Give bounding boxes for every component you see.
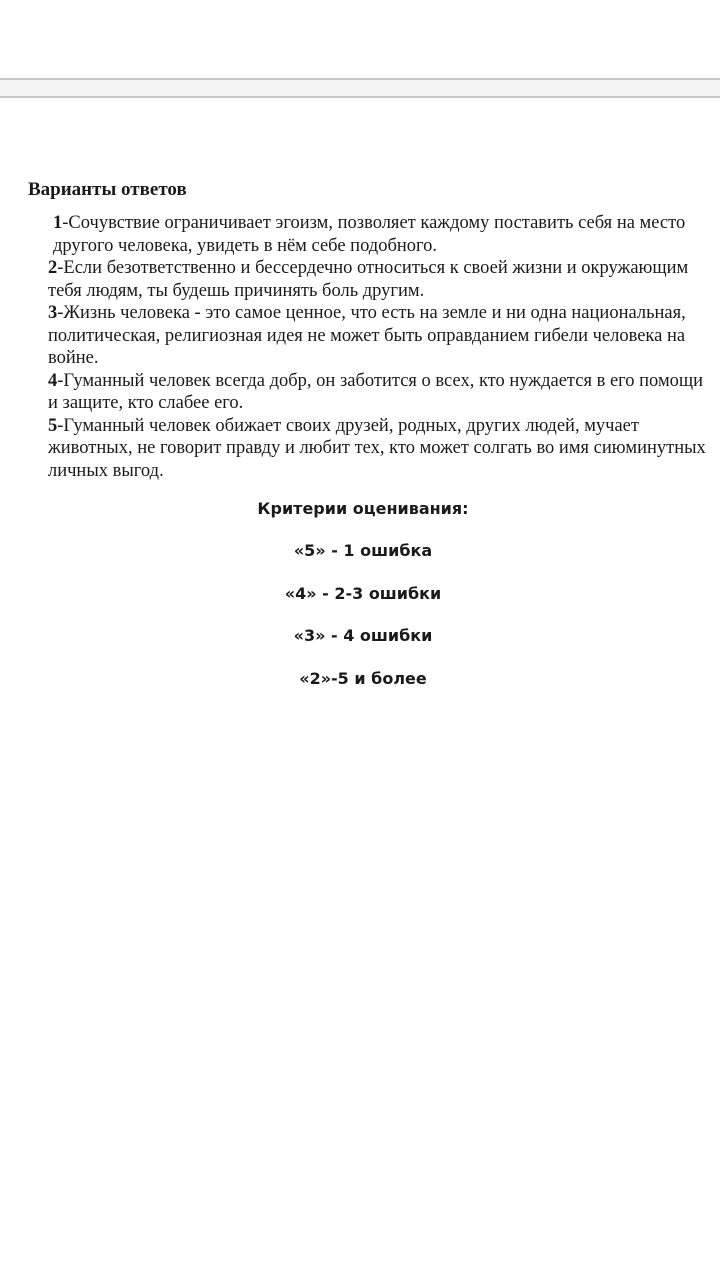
answer-item bbox=[48, 257, 708, 302]
answers-list bbox=[48, 212, 708, 482]
top-divider-band bbox=[0, 78, 720, 98]
answer-number: 2 bbox=[48, 258, 58, 278]
answer-text: Гуманный человек обижает своих друзей, родных, других людей, мучает животных, не говорит правду и любит тех, кто может солгать во имя сиюминутных личных выгод. bbox=[48, 415, 706, 481]
answer-number: 4 bbox=[48, 370, 58, 391]
criteria-title: Критерии оценивания: bbox=[257, 499, 469, 518]
answer-text: Сочувствие ограничивает эгоизм, позволяет каждому поставить себя на место другого человека, увидеть в нём себе подобного. bbox=[53, 213, 686, 256]
criteria-row-grade-2: «2»-5 и более bbox=[299, 668, 427, 688]
answers-heading: Варианты ответов bbox=[28, 179, 187, 200]
answer-text: Если безответственно и бессердечно относиться к своей жизни и окружающим тебя людям, ты будешь причинять боль другим. bbox=[48, 258, 689, 301]
answer-separator: - bbox=[57, 415, 64, 436]
answer-item bbox=[48, 415, 708, 483]
answer-text: Гуманный человек всегда добр, он заботится о всех, кто нуждается в его помощи и защите, кто слабее его. bbox=[48, 370, 704, 413]
answer-item bbox=[48, 370, 708, 415]
criteria-row-grade-3: «3» - 4 ошибки bbox=[293, 626, 433, 645]
answer-number: 1 bbox=[53, 213, 63, 233]
answer-separator: - bbox=[62, 213, 69, 233]
answer-item bbox=[48, 302, 708, 370]
answer-item bbox=[48, 212, 708, 257]
criteria-row-grade-5: «5» - 1 ошибка bbox=[293, 541, 433, 560]
answer-separator: - bbox=[57, 370, 64, 391]
answer-separator: - bbox=[57, 303, 64, 323]
answer-number: 3 bbox=[48, 303, 58, 323]
answer-number: 5 bbox=[48, 415, 58, 436]
answer-text: Жизнь человека - это самое ценное, что есть на земле и ни одна национальная, политическая, религиозная идея не может быть оправданием гибели человека на войне. bbox=[48, 303, 686, 368]
grading-criteria bbox=[0, 496, 720, 708]
criteria-row-grade-4: «4» - 2-3 ошибки bbox=[284, 583, 442, 603]
answer-separator: - bbox=[57, 258, 64, 278]
